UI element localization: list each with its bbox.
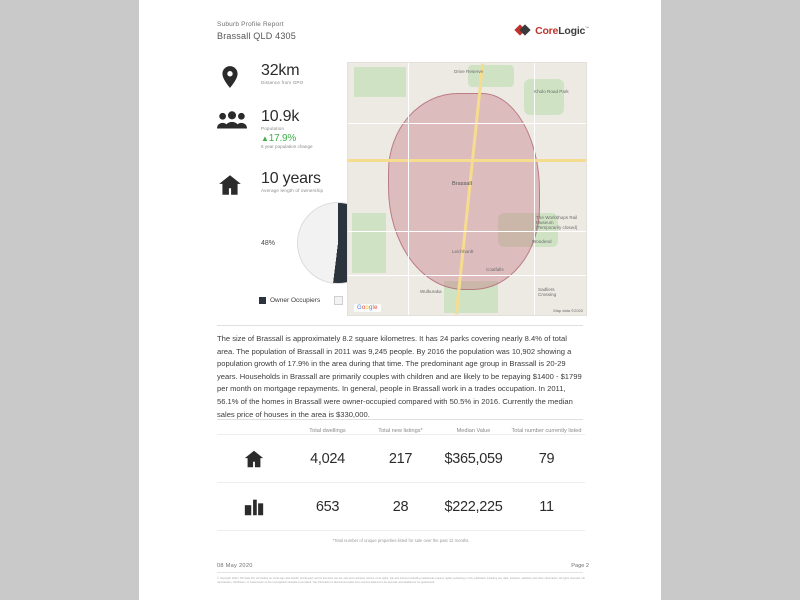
- map-attribution: Map data ©2020: [553, 308, 583, 313]
- table-header-currently-listed: Total number currently listed: [511, 428, 582, 434]
- stat-distance: [217, 62, 347, 102]
- stat-population: [217, 108, 347, 164]
- suburb-name: Brassall QLD 4305: [217, 31, 296, 41]
- footer-page-number: Page 2: [571, 563, 589, 569]
- stat-distance-value: 32km: [261, 62, 300, 79]
- houses-new-listings: 217: [388, 450, 413, 467]
- table-header-total-dwellings: Total dwellings: [309, 428, 346, 434]
- population-growth-label: 5 year population change: [261, 144, 313, 149]
- houses-total-dwellings: 4,024: [310, 450, 345, 467]
- page-header: [139, 0, 661, 54]
- map-pin-icon: [217, 64, 251, 98]
- apartment-icon: [217, 496, 291, 518]
- divider-bottom: [217, 419, 583, 420]
- footer-date: 08 May 2020: [217, 563, 253, 569]
- legend-label-owner-occupiers: Owner Occupiers: [270, 297, 321, 304]
- table-footnote: *Total number of unique properties listed for sale over the past 12 months.: [332, 538, 470, 543]
- legend-swatch-dark: [259, 297, 266, 304]
- houses-currently-listed: 79: [538, 450, 555, 467]
- stat-ownership-body: [261, 170, 323, 193]
- google-logo: Google: [354, 304, 381, 312]
- table-header-blank: [217, 428, 291, 434]
- units-median-value: $222,225: [444, 498, 503, 515]
- table-header-median-value: Median Value: [456, 428, 491, 434]
- stat-population-value: 10.9k: [261, 108, 300, 125]
- corelogic-logo-icon: [516, 23, 531, 38]
- logo-tm: ™: [585, 25, 589, 30]
- divider-top: [217, 325, 583, 326]
- legend-swatch-light: [334, 296, 343, 305]
- legend-item-owner-occupiers: [259, 297, 320, 304]
- footer-divider: [217, 572, 583, 573]
- copyright-disclaimer: © Copyright 2020 | RP Data Pty Ltd trading as CoreLogic Asia Pacific (CoreLogic) and its licensors are the sole and exclusive owners of all rights, title and interest (including intellectual property rights) subsisting in this publication including any data, analytics, statistics and other information. All rights reserved. No reproduction, distribution, or transmission of the copyrighted materials is permitted. The information is derived and relies from sources believed to be accurate and reliable but not guaranteed.: [217, 577, 585, 584]
- table-header-total-new-listings: Total new listings*: [378, 428, 423, 434]
- logo-logic-text: Logic: [558, 24, 586, 37]
- map-label-kholo-road-park: Kholo Road Park: [534, 89, 569, 94]
- table-header-row: [217, 428, 585, 434]
- report-page: [139, 0, 661, 600]
- table-row: [217, 434, 585, 483]
- pie-label-renters: 48%: [261, 240, 276, 247]
- report-title: Suburb Profile Report: [217, 21, 284, 28]
- population-growth: [261, 133, 313, 144]
- stat-distance-label: Distance from GPO: [261, 80, 304, 85]
- map-label-sadliers-crossing: Sadliers Crossing: [538, 287, 557, 297]
- units-total-dwellings: 653: [315, 498, 340, 515]
- population-growth-value: 17.9%: [268, 133, 297, 144]
- stat-population-label: Population: [261, 126, 285, 131]
- suburb-description: The size of Brassall is approximately 8.2 square kilometres. It has 24 parks covering nearly 8.4% of total area. The population of Brassall in 2011 was 9,245 people. By 2016 the population was 10,902 showing a population growth of 17.9% in the area during that time. The predominant age group in Brassall is 20-29 years. Households in Brassall are primarily couples with children and are likely to be repaying $1400 - $1799 per month on mortgage repayments. In general, people in Brassall work in a trades occupation. In 2011, 56.1% of the homes in Brassall were owner-occupied compared with 50.5% in 2016. Currently the median sales price of houses in the area is $330,000.: [217, 334, 582, 419]
- stat-ownership-value: 10 years: [261, 170, 321, 187]
- map-label-drive-reserve: Drive Reserve: [454, 69, 484, 74]
- map-label-rail-museum: The Workshops Rail Museum (Temporarily closed): [536, 215, 578, 230]
- table-row: [217, 483, 585, 531]
- key-stats: [217, 62, 347, 216]
- logo-wordmark: [535, 25, 589, 37]
- map-label-wulkuraka: Wulkuraka: [420, 289, 442, 294]
- suburb-map[interactable]: [347, 62, 587, 316]
- house-icon: [217, 448, 291, 470]
- corelogic-logo: [516, 23, 589, 38]
- stat-population-body: [261, 108, 313, 149]
- units-new-listings: 28: [392, 498, 409, 515]
- people-icon: [217, 110, 251, 144]
- stat-distance-body: [261, 62, 303, 85]
- map-label-brassall: Brassall: [452, 181, 472, 187]
- map-label-leichhardt: Leichhardt: [452, 249, 474, 254]
- property-stats-table: [217, 428, 585, 543]
- units-currently-listed: 11: [539, 498, 554, 515]
- houses-median-value: $365,059: [444, 450, 503, 467]
- stat-ownership-label: Average length of ownership: [261, 188, 324, 193]
- map-label-coalfalls: Coalfalls: [486, 267, 504, 272]
- map-label-woodend: Woodend: [532, 239, 552, 244]
- up-arrow-icon: ▲: [261, 134, 269, 143]
- logo-core-text: Core: [535, 24, 559, 37]
